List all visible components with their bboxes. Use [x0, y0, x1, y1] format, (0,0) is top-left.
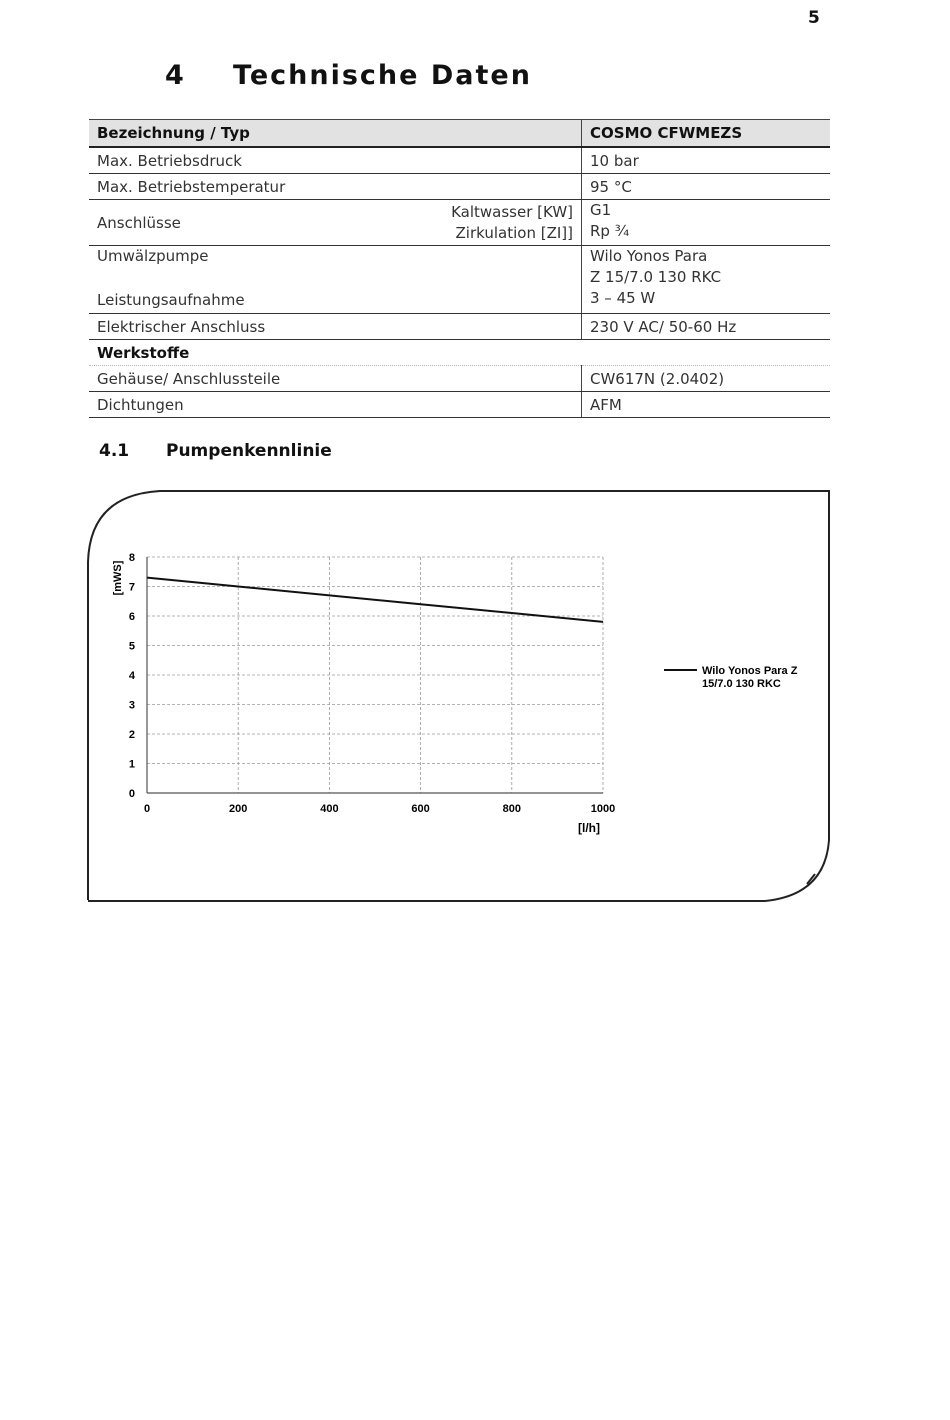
x-tick-label: 200 [229, 803, 248, 815]
row-label-temperature: Max. Betriebstemperatur [89, 174, 582, 200]
page-number: 5 [808, 8, 820, 28]
x-tick-label: 0 [143, 803, 151, 815]
section-number: 4 [165, 60, 186, 91]
connection-value-circulation: Rp ¾ [590, 222, 630, 240]
subsection-number: 4.1 [99, 441, 130, 461]
group-label-materials: Werkstoffe [89, 340, 830, 366]
pump-model-line-2: Z 15/7.0 130 RKC [590, 268, 722, 286]
y-tick-label: 3 [128, 699, 135, 712]
row-value-pressure: 10 bar [582, 147, 831, 174]
series-line-wilo-yonos-para [147, 578, 603, 622]
row-label-electric: Elektrischer Anschluss [89, 314, 582, 340]
header-value: COSMO CFWMEZS [582, 120, 831, 148]
row-value-temperature: 95 °C [582, 174, 831, 200]
y-tick-label: 4 [128, 670, 135, 682]
header-label: Bezeichnung / Typ [89, 120, 582, 148]
y-tick-label: 8 [128, 552, 135, 564]
connection-circulation: Zirkulation [ZI]] [455, 223, 573, 242]
row-value-housing: CW617N (2.0402) [582, 366, 831, 392]
y-tick-label: 5 [128, 640, 135, 653]
row-value-seals: AFM [582, 392, 831, 418]
chart-frame-border [88, 491, 829, 901]
row-label-seals: Dichtungen [89, 392, 582, 418]
row-label-housing: Gehäuse/ Anschlussteile [89, 366, 582, 392]
pump-model-line-1: Wilo Yonos Para [590, 247, 708, 265]
y-tick-label: 7 [128, 581, 135, 594]
connection-value-cold-water: G1 [590, 201, 612, 219]
row-label-connections: Anschlüsse [97, 213, 181, 232]
row-label-power: Leistungsaufnahme [97, 291, 245, 309]
connection-cold-water: Kaltwasser [KW] [451, 202, 573, 221]
legend-label-line-2: 15/7.0 130 RKC [702, 678, 781, 690]
y-tick-label: 0 [128, 788, 135, 800]
y-tick-labels [129, 552, 136, 800]
section-title: Technische Daten [233, 60, 532, 91]
x-tick-label: 1000 [590, 803, 616, 815]
y-axis-label: [mWS] [112, 560, 124, 596]
x-tick-label: 800 [502, 803, 521, 815]
subsection-title: Pumpenkennlinie [166, 441, 332, 461]
chart-grid [147, 557, 603, 793]
y-tick-label: 1 [128, 758, 135, 771]
row-value-electric: 230 V AC/ 50-60 Hz [582, 314, 831, 340]
x-tick-label: 400 [320, 803, 339, 815]
legend-label-line-1: Wilo Yonos Para Z [702, 665, 798, 677]
row-label-pressure: Max. Betriebsdruck [89, 147, 582, 174]
x-tick-label: 600 [411, 803, 430, 815]
chart-series [147, 578, 603, 622]
y-tick-label: 6 [128, 611, 135, 623]
row-label-pump: Umwälzpumpe [97, 247, 209, 265]
pump-power-value: 3 – 45 W [590, 289, 656, 307]
y-tick-label: 2 [128, 729, 135, 741]
x-axis-label: [l/h] [578, 821, 600, 835]
x-tick-labels [144, 803, 615, 815]
